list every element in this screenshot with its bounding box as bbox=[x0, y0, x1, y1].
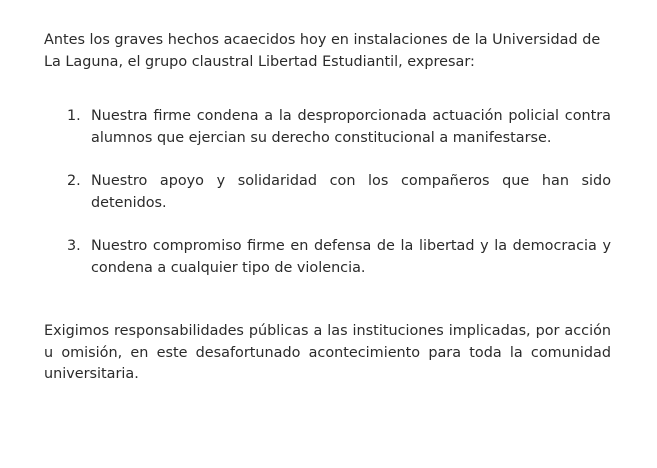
list-item-text: Nuestra firme condena a la desproporcionada actuación policial contra alumnos que ejercian su derecho constitucional a manifestarse. bbox=[91, 108, 611, 146]
intro-paragraph: Antes los graves hechos acaecidos hoy en instalaciones de la Universidad de La Laguna, el grupo claustral Libertad Estudiantil, expresar: bbox=[44, 32, 601, 70]
list-item-2 bbox=[67, 171, 611, 214]
points-list bbox=[44, 106, 611, 279]
list-item-number: 2. bbox=[67, 173, 81, 189]
list-item-1 bbox=[67, 106, 611, 149]
closing-paragraph: Exigimos responsabilidades públicas a las instituciones implicadas, por acción u omisión, en este desafortunado acontecimiento para toda la comunidad universitaria. bbox=[44, 323, 611, 382]
list-item-number: 3. bbox=[67, 238, 81, 254]
list-item-number: 1. bbox=[67, 108, 81, 124]
list-item-3 bbox=[67, 236, 611, 279]
statement-document bbox=[44, 30, 611, 386]
list-item-text: Nuestro apoyo y solidaridad con los compañeros que han sido detenidos. bbox=[91, 173, 611, 211]
list-item-text: Nuestro compromiso firme en defensa de la libertad y la democracia y condena a cualquier tipo de violencia. bbox=[91, 238, 611, 276]
